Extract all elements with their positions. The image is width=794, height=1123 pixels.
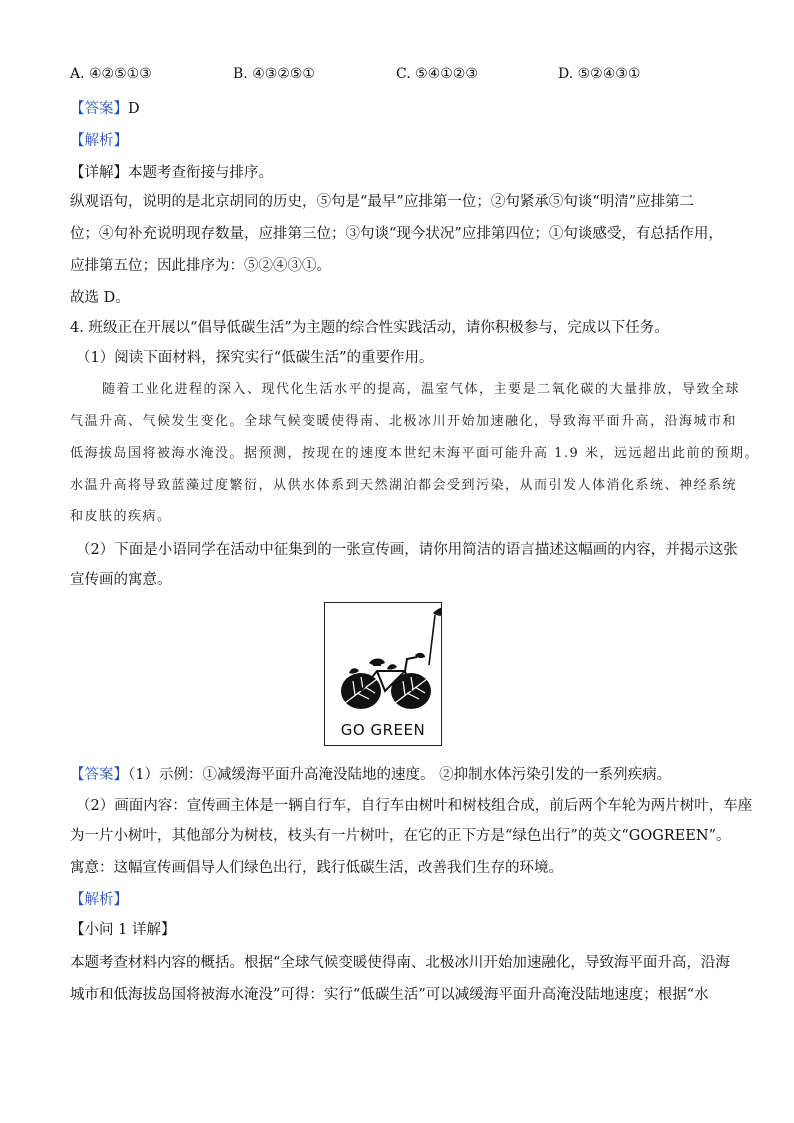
sub-question-2-cont: 宣传画的寓意。 — [70, 572, 172, 588]
choice-line: 故选 D。 — [70, 290, 130, 306]
detail-body-line: 应排第五位；因此排序为：⑤②④③①。 — [70, 258, 331, 274]
material-line: 气温升高、气候发生变化。全球气候变暖使得南、北极冰川开始加速融化，导致海平面升高，沿海城市和 — [70, 414, 738, 429]
sub-question-2: （2）下面是小语同学在活动中征集到的一张宣传画，请你用简洁的语言描述这幅画的内容，并揭示这张 — [76, 542, 738, 558]
small-question-heading: 【小问 1 详解】 — [70, 922, 176, 938]
material-line: 随着工业化进程的深入、现代化生活水平的提高，温室气体，主要是二氧化碳的大量排放，导致全球 — [102, 382, 741, 397]
answer-tag: 【答案】 — [70, 101, 128, 117]
detail-body-line: 纵观语句，说明的是北京胡同的历史，⑤句是“最早”应排第一位；②句紧承⑤句谈“明清”应排第二 — [70, 194, 695, 210]
detail-body-line: 本题考查材料内容的概括。根据“全球气候变暖使得南、北极冰川开始加速融化，导致海平面升高，沿海 — [70, 955, 730, 971]
option-a: A. ④②⑤①③ — [70, 66, 152, 82]
detail-body-line: 位；④句补充说明现存数量，应排第三位；③句谈“现今状况”应排第四位；①句谈感受，有总括作用， — [70, 226, 723, 242]
detail-heading: 【详解】本题考查衔接与排序。 — [70, 165, 273, 181]
detail-body-line: 城市和低海拔岛国将被海水淹没”可得：实行“低碳生活”可以减缓海平面升高淹没陆地速度；根据“水 — [70, 987, 709, 1003]
sub-question-1: （1）阅读下面材料，探究实行“低碳生活”的重要作用。 — [76, 350, 434, 366]
answer-value: D — [128, 101, 140, 117]
option-c: C. ⑤④①②③ — [396, 66, 478, 82]
option-d: D. ⑤②④③① — [558, 66, 641, 82]
q4-answer-2: （2）画面内容：宣传画主体是一辆自行车，自行车由树叶和树枝组合成，前后两个车轮为两片树叶，车座 — [76, 798, 753, 814]
answer-text: （1）示例：①减缓海平面升高淹没陆地的速度。 ②抑制水体污染引发的一系列疾病。 — [128, 767, 672, 783]
flag-leaf-icon — [433, 606, 441, 616]
question-stem: 4. 班级正在开展以“倡导低碳生活”为主题的综合性实践活动，请你积极参与，完成以下任务。 — [70, 320, 669, 336]
q3-answer — [70, 99, 140, 119]
material-line: 水温升高将导致蓝藻过度繁衍，从供水体系到天然湖泊都会受到污染，从而引发人体消化系统、神经系统 — [70, 478, 738, 493]
seat-leaf — [369, 659, 385, 666]
meaning-line: 寓意：这幅宣传画倡导人们绿色出行，践行低碳生活，改善我们生存的环境。 — [70, 860, 563, 876]
q4-answer-1 — [70, 765, 671, 785]
material-line: 和皮肤的疾病。 — [70, 509, 172, 524]
flag-pole — [429, 615, 435, 665]
poster-caption: GO GREEN — [340, 721, 426, 739]
poster-image — [324, 602, 442, 746]
answer-tag: 【答案】 — [70, 767, 128, 783]
q4-answer-2-cont: 为一片小树叶，其他部分为树枝，枝头有一片树叶，在它的正下方是“绿色出行”的英文“GOGREEN”。 — [70, 828, 731, 844]
material-line: 低海拔岛国将被海水淹没。据预测，按现在的速度本世纪末海平面可能升高 1.9 米，远远超出此前的预期。 — [70, 446, 759, 461]
option-b: B. ④③②⑤① — [233, 66, 315, 82]
analysis-tag: 【解析】 — [70, 892, 128, 908]
analysis-tag: 【解析】 — [70, 133, 128, 149]
